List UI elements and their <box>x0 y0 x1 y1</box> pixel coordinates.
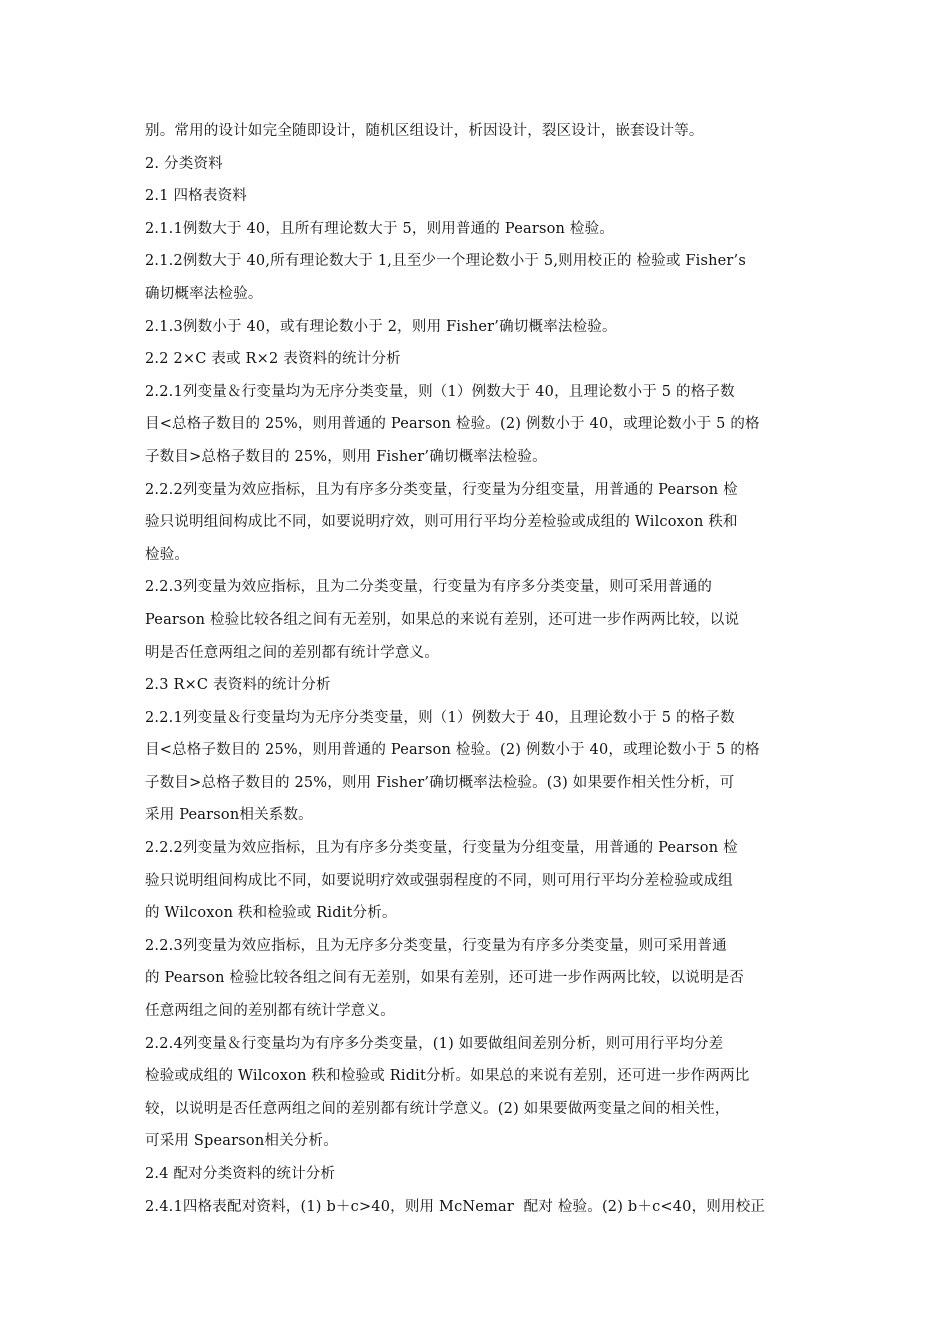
text-line: 目<总格子数目的 25%，则用普通的 Pearson 检验。(2) 例数小于 40，或理论数小于 5 的格 <box>145 742 760 759</box>
text-line: 2.1.2例数大于 40,所有理论数大于 1,且至少一个理论数小于 5,则用校正的 检验或 Fisher’s <box>145 253 747 270</box>
text-line: 较，以说明是否任意两组之间的差别都有统计学意义。(2) 如果要做两变量之间的相关性， <box>145 1100 730 1117</box>
text-line: 2.2.1列变量＆行变量均为无序分类变量，则（1）例数大于 40，且理论数小于 5 的格子数 <box>145 709 735 726</box>
text-line: 2.2.3列变量为效应指标，且为无序多分类变量，行变量为有序多分类变量，则可采用普通 <box>145 937 727 954</box>
text-line: 任意两组之间的差别都有统计学意义。 <box>145 1003 395 1020</box>
text-line: 验只说明组间构成比不同，如要说明疗效，则可用行平均分差检验或成组的 Wilcoxon 秩和 <box>145 514 738 531</box>
text-line: 别。常用的设计如完全随即设计，随机区组设计，析因设计，裂区设计，嵌套设计等。 <box>145 123 704 139</box>
text-line: 2.2.3列变量为效应指标，且为二分类变量，行变量为有序多分类变量，则可采用普通的 <box>145 579 713 596</box>
section-heading: 2.4 配对分类资料的统计分析 <box>145 1166 336 1182</box>
section-heading: 2.3 R×C 表资料的统计分析 <box>145 677 331 694</box>
text-line: 验只说明组间构成比不同，如要说明疗效或强弱程度的不同，则可用行平均分差检验或成组 <box>145 872 733 889</box>
section-heading: 2.2 2×C 表或 R×2 表资料的统计分析 <box>145 351 401 368</box>
text-line: 子数目>总格子数目的 25%，则用 Fisher’确切概率法检验。 <box>145 448 547 465</box>
text-line: 2.4.1四格表配对资料，(1) b＋c>40，则用 McNemar 配对 检验。(2) b＋c<40，则用校正 <box>145 1198 766 1215</box>
text-line: 采用 Pearson相关系数。 <box>145 807 313 824</box>
text-line: 可采用 Spearson相关分析。 <box>145 1133 338 1150</box>
text-line: 目<总格子数目的 25%，则用普通的 Pearson 检验。(2) 例数小于 40，或理论数小于 5 的格 <box>145 416 760 433</box>
section-heading: 2. 分类资料 <box>145 155 223 172</box>
text-line: 2.1.1例数大于 40，且所有理论数大于 5，则用普通的 Pearson 检验。 <box>145 220 614 237</box>
text-line: 2.1.3例数小于 40，或有理论数小于 2，则用 Fisher’确切概率法检验。 <box>145 318 617 335</box>
text-line: 检验或成组的 Wilcoxon 秩和检验或 Ridit分析。如果总的来说有差别，还可进一步作两两比 <box>145 1068 750 1085</box>
text-line: 的 Pearson 检验比较各组之间有无差别，如果有差别，还可进一步作两两比较，以说明是否 <box>145 970 744 987</box>
text-line: 的 Wilcoxon 秩和检验或 Ridit分析。 <box>145 905 397 922</box>
text-line: Pearson 检验比较各组之间有无差别，如果总的来说有差别，还可进一步作两两比较，以说 <box>145 611 740 628</box>
text-line: 2.2.1列变量＆行变量均为无序分类变量，则（1）例数大于 40，且理论数小于 5 的格子数 <box>145 383 735 400</box>
text-line: 检验。 <box>145 546 190 563</box>
text-line: 2.2.2列变量为效应指标，且为有序多分类变量，行变量为分组变量，用普通的 Pearson 检 <box>145 481 738 498</box>
text-line: 2.2.2列变量为效应指标，且为有序多分类变量，行变量为分组变量，用普通的 Pearson 检 <box>145 840 738 857</box>
text-line: 子数目>总格子数目的 25%，则用 Fisher’确切概率法检验。(3) 如果要作相关性分析，可 <box>145 774 735 791</box>
text-line: 2.2.4列变量＆行变量均为有序多分类变量，(1) 如要做组间差别分析，则可用行平均分差 <box>145 1035 724 1052</box>
section-heading: 2.1 四格表资料 <box>145 188 247 205</box>
text-line: 明是否任意两组之间的差别都有统计学意义。 <box>145 644 439 661</box>
text-line: 确切概率法检验。 <box>145 285 263 302</box>
document-body <box>145 115 815 1223</box>
